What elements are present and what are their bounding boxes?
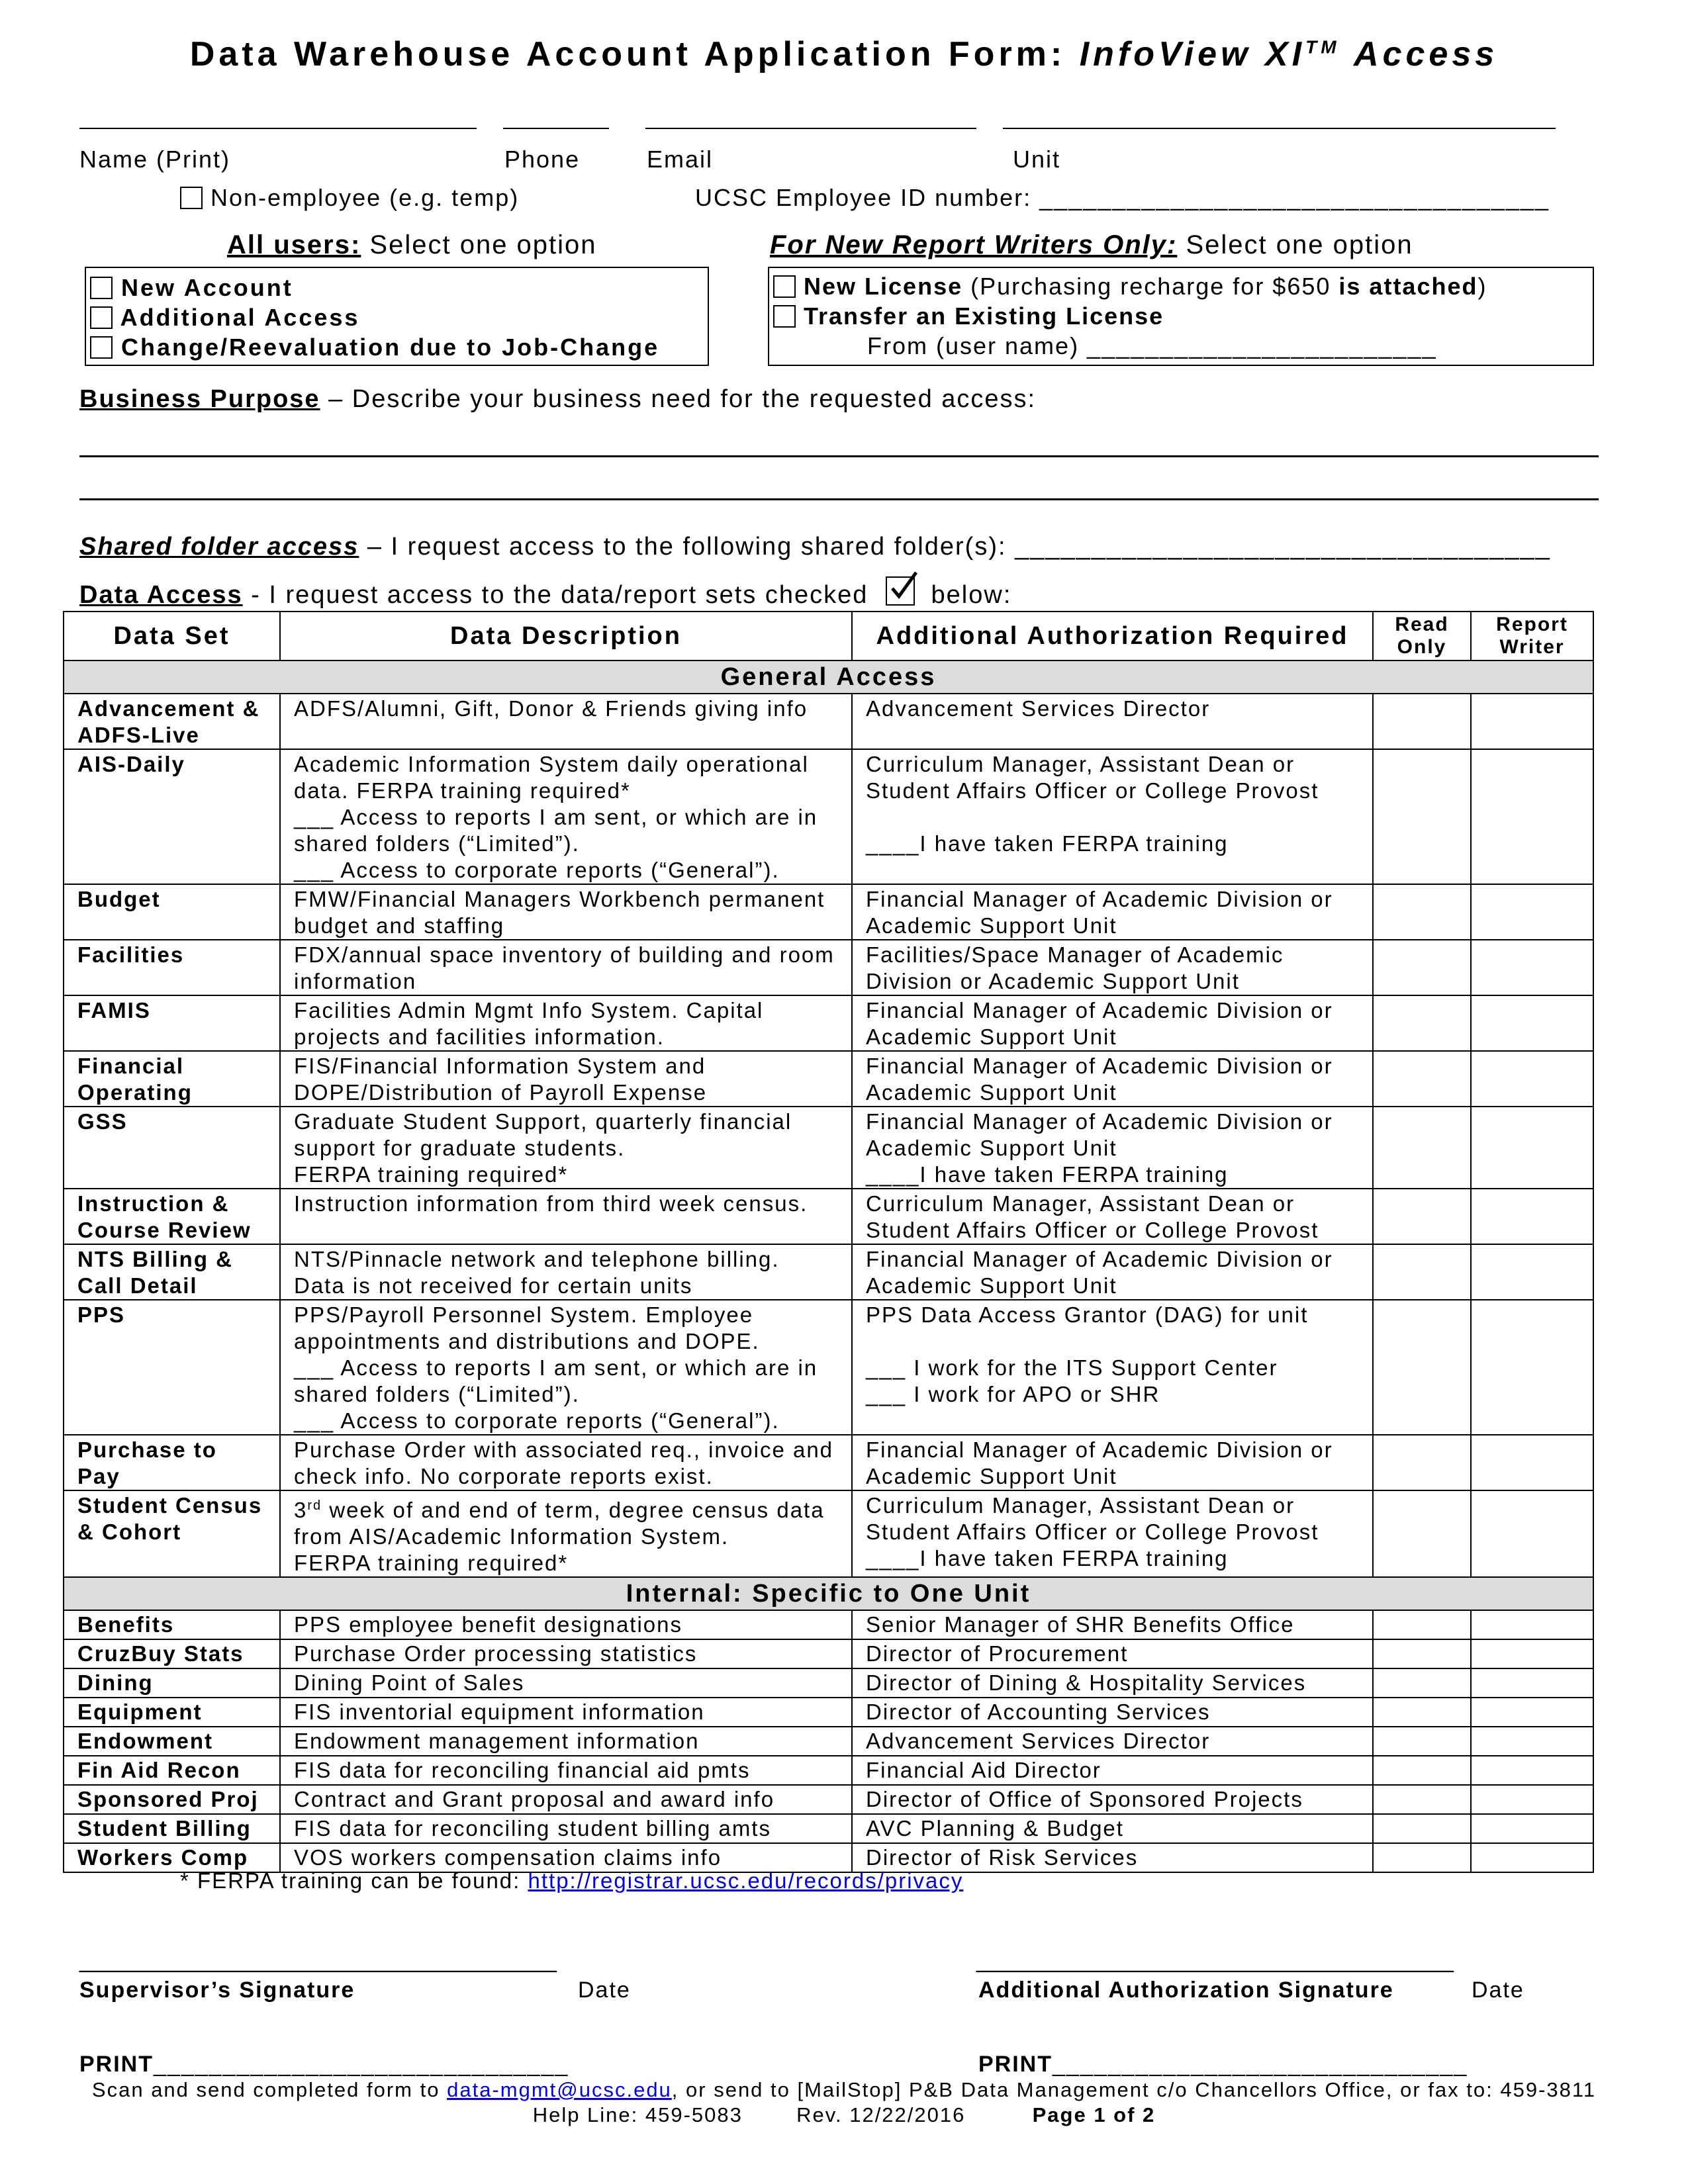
data-description-cell: FIS inventorial equipment information — [280, 1698, 852, 1727]
report-writer-checkbox-cell[interactable] — [1471, 1051, 1593, 1107]
table-row — [64, 1639, 1593, 1668]
table-row — [64, 940, 1593, 995]
header-data-set: Data Set — [64, 612, 280, 660]
table-row — [64, 694, 1593, 749]
authorization-cell: Senior Manager of SHR Benefits Office — [852, 1610, 1373, 1639]
data-set-cell: NTS Billing & Call Detail — [64, 1244, 280, 1300]
title-product: InfoView XI — [1079, 35, 1306, 73]
report-writer-checkbox-cell[interactable] — [1471, 1639, 1593, 1668]
table-row — [64, 1107, 1593, 1189]
title-main: Data Warehouse Account Application Form: — [189, 35, 1066, 73]
business-purpose — [79, 385, 1036, 414]
data-set-cell: Benefits — [64, 1610, 280, 1639]
read-only-checkbox-cell[interactable] — [1373, 1756, 1471, 1785]
authorization-cell: Financial Manager of Academic Division or Academic Support Unit — [852, 1435, 1373, 1490]
data-description-cell: VOS workers compensation claims info — [280, 1843, 852, 1872]
section-internal-label: Internal: Specific to One Unit — [64, 1577, 1593, 1610]
authorization-cell: Director of Office of Sponsored Projects — [852, 1785, 1373, 1814]
table-row — [64, 1668, 1593, 1698]
option-additional-access[interactable]: Additional Access — [90, 302, 659, 332]
read-only-checkbox-cell[interactable] — [1373, 1244, 1471, 1300]
data-description-cell: Facilities Admin Mgmt Info System. Capital projects and facilities information. — [280, 995, 852, 1051]
authorization-cell: Financial Manager of Academic Division or Academic Support Unit ____I have taken FERPA training — [852, 1107, 1373, 1189]
authorization-cell: Advancement Services Director — [852, 694, 1373, 749]
data-set-cell: Endowment — [64, 1727, 280, 1756]
data-set-cell: Financial Operating — [64, 1051, 280, 1107]
report-writer-checkbox-cell[interactable] — [1471, 884, 1593, 940]
report-writer-checkbox-cell[interactable] — [1471, 1435, 1593, 1490]
authorization-cell: Curriculum Manager, Assistant Dean or Student Affairs Officer or College Provost ____I have taken FERPA training — [852, 1490, 1373, 1577]
table-row — [64, 1610, 1593, 1639]
authorization-cell: Financial Manager of Academic Division or Academic Support Unit — [852, 1244, 1373, 1300]
data-description-cell: FIS data for reconciling financial aid pmts — [280, 1756, 852, 1785]
change-reevaluation-checkbox[interactable] — [90, 336, 113, 359]
shared-folder-text[interactable]: – I request access to the following shared folder(s): ___________________________________ — [359, 533, 1551, 561]
new-license-checkbox[interactable] — [773, 275, 796, 298]
footer-scan-text: Scan and send completed form to — [91, 2078, 447, 2101]
data-description-cell: Instruction information from third week census. — [280, 1189, 852, 1244]
read-only-checkbox-cell[interactable] — [1373, 694, 1471, 749]
report-writer-checkbox-cell[interactable] — [1471, 1610, 1593, 1639]
report-writer-checkbox-cell[interactable] — [1471, 1843, 1593, 1872]
table-header-row — [64, 612, 1593, 660]
all-users-options — [90, 273, 659, 362]
report-writer-checkbox-cell[interactable] — [1471, 1490, 1593, 1577]
read-only-checkbox-cell[interactable] — [1373, 1051, 1471, 1107]
report-writer-checkbox-cell[interactable] — [1471, 1785, 1593, 1814]
data-access-text-tail: below: — [931, 581, 1012, 609]
additional-date-label: Date — [1472, 1978, 1524, 2003]
footer-instructions — [0, 2078, 1688, 2102]
description-prefix: 3 — [294, 1498, 308, 1522]
read-only-checkbox-cell[interactable] — [1373, 1610, 1471, 1639]
data-set-cell: AIS-Daily — [64, 749, 280, 884]
read-only-checkbox-cell[interactable] — [1373, 1814, 1471, 1843]
authorization-cell: Financial Manager of Academic Division or Academic Support Unit — [852, 1051, 1373, 1107]
data-description-cell: Contract and Grant proposal and award info — [280, 1785, 852, 1814]
shared-folder-label: Shared folder access — [79, 533, 359, 561]
footer-email-link[interactable]: data-mgmt@ucsc.edu — [447, 2078, 672, 2101]
employee-id-field[interactable]: UCSC Employee ID number: ___________________________________ — [695, 184, 1550, 211]
data-description-cell: PPS employee benefit designations — [280, 1610, 852, 1639]
data-set-cell: Advancement & ADFS-Live — [64, 694, 280, 749]
description-superscript: rd — [307, 1498, 322, 1513]
data-set-cell: Instruction & Course Review — [64, 1189, 280, 1244]
header-additional-authorization: Additional Authorization Required — [852, 612, 1373, 660]
report-writers-options — [773, 271, 1487, 361]
page-title — [0, 34, 1688, 74]
data-set-cell: Dining — [64, 1668, 280, 1698]
non-employee-checkbox[interactable] — [180, 187, 203, 209]
footer-meta — [0, 2103, 1688, 2127]
footer-help-line: Help Line: 459-5083 — [532, 2103, 743, 2126]
read-only-checkbox-cell[interactable] — [1373, 1785, 1471, 1814]
table-row — [64, 1300, 1593, 1435]
report-writer-checkbox-cell[interactable] — [1471, 1814, 1593, 1843]
authorization-cell: PPS Data Access Grantor (DAG) for unit ___ I work for the ITS Support Center ___ I work for APO or SHR — [852, 1300, 1373, 1435]
table-row — [64, 1051, 1593, 1107]
table-row — [64, 1785, 1593, 1814]
transfer-license-checkbox[interactable] — [773, 305, 796, 328]
business-purpose-line-1[interactable] — [79, 455, 1599, 457]
additional-access-checkbox[interactable] — [90, 306, 113, 329]
report-writer-checkbox-cell[interactable] — [1471, 1244, 1593, 1300]
section-internal — [64, 1577, 1593, 1610]
print-right[interactable]: PRINT______________________________ — [978, 2052, 1468, 2077]
table-row — [64, 884, 1593, 940]
data-description-cell: Dining Point of Sales — [280, 1668, 852, 1698]
business-purpose-line-2[interactable] — [79, 498, 1599, 500]
authorization-cell: Director of Accounting Services — [852, 1698, 1373, 1727]
table-row — [64, 1490, 1593, 1577]
read-only-checkbox-cell[interactable] — [1373, 1300, 1471, 1435]
ferpa-link[interactable]: http://registrar.ucsc.edu/records/privacy — [528, 1868, 964, 1893]
data-set-cell: Sponsored Proj — [64, 1785, 280, 1814]
report-writer-checkbox-cell[interactable] — [1471, 1698, 1593, 1727]
name-line[interactable] — [79, 128, 477, 129]
table-row — [64, 749, 1593, 884]
phone-line[interactable] — [503, 128, 609, 129]
data-set-cell: CruzBuy Stats — [64, 1639, 280, 1668]
unit-label: Unit — [1013, 146, 1061, 173]
table-row — [64, 995, 1593, 1051]
header-read-only: Read Only — [1373, 612, 1471, 660]
report-writer-checkbox-cell[interactable] — [1471, 995, 1593, 1051]
title-tm: TM — [1305, 36, 1340, 58]
ferpa-note-text: * FERPA training can be found: — [180, 1868, 528, 1893]
data-description-cell: Academic Information System daily operational data. FERPA training required* ___ Access to reports I am sent, or which are in shared folders (“Limited”). ___ Access to corporate reports (“General”). — [280, 749, 852, 884]
data-set-cell: Workers Comp — [64, 1843, 280, 1872]
read-only-checkbox-cell[interactable] — [1373, 940, 1471, 995]
data-set-cell: Purchase to Pay — [64, 1435, 280, 1490]
report-writer-checkbox-cell[interactable] — [1471, 1300, 1593, 1435]
data-access-table — [63, 611, 1594, 1873]
report-writer-checkbox-cell[interactable] — [1471, 694, 1593, 749]
all-users-tail: Select one option — [361, 230, 597, 259]
option-new-account[interactable]: New Account — [90, 273, 659, 302]
authorization-cell: Facilities/Space Manager of Academic Division or Academic Support Unit — [852, 940, 1373, 995]
additional-signature-label: Additional Authorization Signature — [978, 1978, 1394, 2003]
data-set-cell: Student Census & Cohort — [64, 1490, 280, 1577]
report-writer-checkbox-cell[interactable] — [1471, 1727, 1593, 1756]
all-users-title: All users: — [227, 230, 361, 259]
read-only-checkbox-cell[interactable] — [1373, 1698, 1471, 1727]
read-only-checkbox-cell[interactable] — [1373, 1435, 1471, 1490]
name-label: Name (Print) — [79, 146, 231, 173]
read-only-checkbox-cell[interactable] — [1373, 1490, 1471, 1577]
data-description-cell: FIS/Financial Information System and DOPE/Distribution of Payroll Expense — [280, 1051, 852, 1107]
authorization-cell: Financial Manager of Academic Division or Academic Support Unit — [852, 995, 1373, 1051]
data-description-cell: NTS/Pinnacle network and telephone billing. Data is not received for certain units — [280, 1244, 852, 1300]
table-row — [64, 1435, 1593, 1490]
authorization-cell: AVC Planning & Budget — [852, 1814, 1373, 1843]
report-writer-checkbox-cell[interactable] — [1471, 940, 1593, 995]
checkmark-icon — [886, 576, 915, 606]
new-account-checkbox[interactable] — [90, 277, 113, 299]
read-only-checkbox-cell[interactable] — [1373, 1639, 1471, 1668]
data-access-label: Data Access — [79, 581, 243, 609]
ferpa-note — [180, 1868, 963, 1893]
report-writer-checkbox-cell[interactable] — [1471, 1756, 1593, 1785]
option-transfer-license[interactable]: Transfer an Existing License — [773, 301, 1487, 331]
title-access: Access — [1354, 35, 1499, 73]
data-description-cell: FDX/annual space inventory of building and room information — [280, 940, 852, 995]
from-user-field[interactable]: From (user name) ________________________ — [867, 332, 1437, 359]
table-row — [64, 1189, 1593, 1244]
read-only-checkbox-cell[interactable] — [1373, 884, 1471, 940]
table-row — [64, 1814, 1593, 1843]
all-users-heading — [227, 230, 597, 260]
table-row — [64, 1244, 1593, 1300]
authorization-cell: Curriculum Manager, Assistant Dean or Student Affairs Officer or College Provost — [852, 1189, 1373, 1244]
read-only-checkbox-cell[interactable] — [1373, 1843, 1471, 1872]
data-set-cell: Facilities — [64, 940, 280, 995]
business-purpose-label: Business Purpose — [79, 385, 320, 413]
report-writer-checkbox-cell[interactable] — [1471, 749, 1593, 884]
report-writers-heading — [770, 230, 1413, 260]
section-general-access: General Access — [64, 660, 1593, 694]
header-data-description: Data Description — [280, 612, 852, 660]
data-description-cell: Purchase Order with associated req., invoice and check info. No corporate reports exist. — [280, 1435, 852, 1490]
footer-scan-tail: , or send to [MailStop] P&B Data Management c/o Chancellors Office, or fax to: 459-3811 — [671, 2078, 1597, 2101]
footer-page-number: Page 1 of 2 — [1032, 2103, 1156, 2126]
authorization-cell: Financial Manager of Academic Division or Academic Support Unit — [852, 884, 1373, 940]
supervisor-signature-label: Supervisor’s Signature — [79, 1978, 355, 2003]
data-description-cell: Graduate Student Support, quarterly financial support for graduate students. FERPA training required* — [280, 1107, 852, 1189]
data-set-cell: Equipment — [64, 1698, 280, 1727]
data-set-cell: GSS — [64, 1107, 280, 1189]
report-writers-title: For New Report Writers Only: — [770, 230, 1178, 259]
email-label: Email — [647, 146, 714, 173]
data-set-cell: Fin Aid Recon — [64, 1756, 280, 1785]
data-set-cell: FAMIS — [64, 995, 280, 1051]
data-description-cell: Endowment management information — [280, 1727, 852, 1756]
report-writer-checkbox-cell[interactable] — [1471, 1189, 1593, 1244]
data-set-cell: PPS — [64, 1300, 280, 1435]
option-new-license[interactable]: New License (Purchasing recharge for $650 is attached) — [773, 271, 1487, 301]
header-report-writer: Report Writer — [1471, 612, 1593, 660]
authorization-cell: Curriculum Manager, Assistant Dean or Student Affairs Officer or College Provost ____I have taken FERPA training — [852, 749, 1373, 884]
footer-revision: Rev. 12/22/2016 — [796, 2103, 966, 2126]
data-access — [79, 576, 1011, 610]
print-left[interactable]: PRINT______________________________ — [79, 2052, 569, 2077]
read-only-checkbox-cell[interactable] — [1373, 1727, 1471, 1756]
table-row — [64, 1698, 1593, 1727]
read-only-checkbox-cell[interactable] — [1373, 995, 1471, 1051]
option-change-reevaluation[interactable]: Change/Reevaluation due to Job-Change — [90, 332, 659, 362]
table-row — [64, 1727, 1593, 1756]
authorization-cell: Director of Dining & Hospitality Services — [852, 1668, 1373, 1698]
data-description-cell: FMW/Financial Managers Workbench permanent budget and staffing — [280, 884, 852, 940]
additional-signature-line[interactable]: ____________________________________ — [976, 1946, 1454, 1973]
phone-label: Phone — [504, 146, 581, 173]
supervisor-date-label: Date — [578, 1978, 631, 2003]
data-set-cell: Student Billing — [64, 1814, 280, 1843]
shared-folder — [79, 533, 1551, 561]
authorization-cell: Advancement Services Director — [852, 1727, 1373, 1756]
supervisor-signature-line[interactable]: ____________________________________ — [79, 1946, 557, 1973]
data-description-cell: Purchase Order processing statistics — [280, 1639, 852, 1668]
report-writer-checkbox-cell[interactable] — [1471, 1107, 1593, 1189]
non-employee-option[interactable] — [180, 184, 519, 212]
read-only-checkbox-cell[interactable] — [1373, 1668, 1471, 1698]
authorization-cell: Director of Risk Services — [852, 1843, 1373, 1872]
email-line[interactable] — [645, 128, 976, 129]
read-only-checkbox-cell[interactable] — [1373, 1107, 1471, 1189]
data-description-cell — [280, 1490, 852, 1577]
read-only-checkbox-cell[interactable] — [1373, 1189, 1471, 1244]
table-row — [64, 1756, 1593, 1785]
description-text: week of and end of term, degree census data from AIS/Academic Information System. FERPA training required* — [294, 1498, 825, 1575]
data-description-cell: FIS data for reconciling student billing amts — [280, 1814, 852, 1843]
data-access-text: - I request access to the data/report sets checked — [242, 581, 868, 609]
read-only-checkbox-cell[interactable] — [1373, 749, 1471, 884]
authorization-cell: Financial Aid Director — [852, 1756, 1373, 1785]
non-employee-label: Non-employee (e.g. temp) — [211, 184, 520, 211]
data-set-cell: Budget — [64, 884, 280, 940]
report-writers-tail: Select one option — [1177, 230, 1413, 259]
authorization-cell: Director of Procurement — [852, 1639, 1373, 1668]
data-description-cell: ADFS/Alumni, Gift, Donor & Friends giving info — [280, 694, 852, 749]
table-body — [64, 660, 1593, 1872]
data-description-cell: PPS/Payroll Personnel System. Employee appointments and distributions and DOPE. ___ Access to reports I am sent, or which are in shared folders (“Limited”). ___ Access to corporate reports (“General”). — [280, 1300, 852, 1435]
business-purpose-text: – Describe your business need for the requested access: — [320, 385, 1037, 413]
report-writer-checkbox-cell[interactable] — [1471, 1668, 1593, 1698]
unit-line[interactable] — [1003, 128, 1556, 129]
